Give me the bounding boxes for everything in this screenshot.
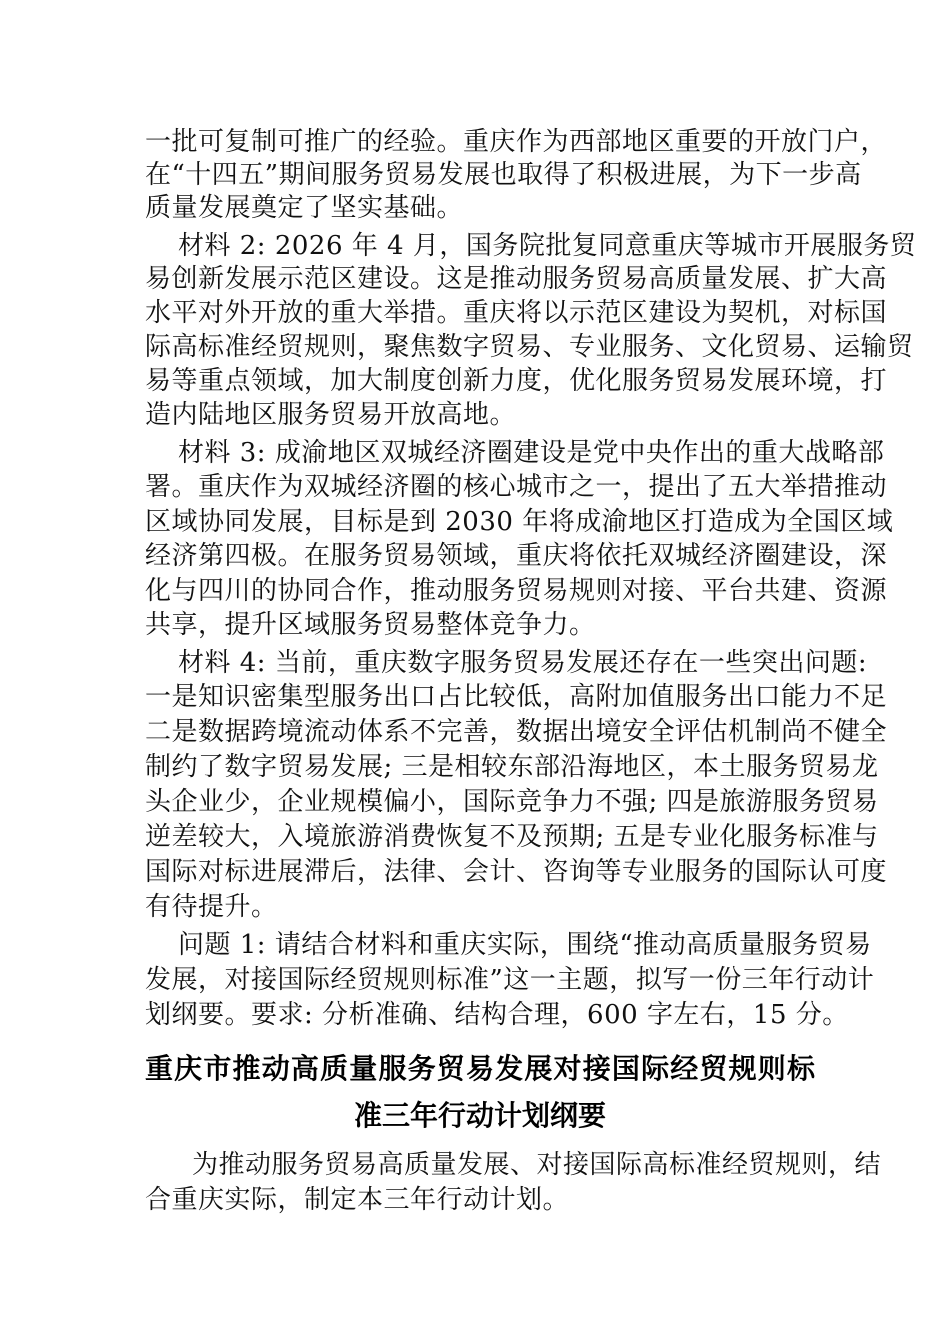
paragraph-3-line-5: 化与四川的协同合作，推动服务贸易规则对接、平台共建、资源 bbox=[145, 576, 888, 606]
paragraph-4-line-6: 逆差较大，入境旅游消费恢复不及预期; 五是专业化服务标准与 bbox=[145, 822, 879, 852]
paragraph-2-line-3: 水平对外开放的重大举措。重庆将以示范区建设为契机，对标国 bbox=[145, 298, 888, 328]
paragraph-4-line-3: 二是数据跨境流动体系不完善，数据出境安全评估机制尚不健全 bbox=[145, 717, 888, 747]
paragraph-3-line-3: 区域协同发展，目标是到 2030 年将成渝地区打造成为全国区域 bbox=[145, 507, 894, 537]
paragraph-4-line-7: 国际对标进展滞后，法律、会计、咨询等专业服务的国际认可度 bbox=[145, 857, 888, 887]
paragraph-5-line-3: 划纲要。要求: 分析准确、结构合理，600 字左右，15 分。 bbox=[145, 1000, 849, 1030]
paragraph-3-line-2: 署。重庆作为双城经济圈的核心城市之一，提出了五大举措推动 bbox=[145, 472, 888, 502]
paragraph-1-line-2: 在“十四五”期间服务贸易发展也取得了积极进展，为下一步高 bbox=[145, 160, 862, 190]
paragraph-1-line-3: 质量发展奠定了坚实基础。 bbox=[145, 193, 464, 223]
paragraph-4-line-8: 有待提升。 bbox=[145, 892, 278, 922]
paragraph-2-line-2: 易创新发展示范区建设。这是推动服务贸易高质量发展、扩大高 bbox=[145, 264, 888, 294]
paragraph-2-line-6: 造内陆地区服务贸易开放高地。 bbox=[145, 400, 517, 430]
paragraph-3-line-4: 经济第四极。在服务贸易领域，重庆将依托双城经济圈建设，深 bbox=[145, 541, 888, 571]
paragraph-5-line-2: 发展，对接国际经贸规则标准”这一主题，拟写一份三年行动计 bbox=[145, 965, 875, 995]
paragraph-5-line-1: 问题 1: 请结合材料和重庆实际，围绕“推动高质量服务贸易 bbox=[178, 930, 872, 960]
paragraph-3-line-1: 材料 3: 成渝地区双城经济圈建设是党中央作出的重大战略部 bbox=[178, 438, 885, 468]
paragraph-4-line-2: 一是知识密集型服务出口占比较低，高附加值服务出口能力不足 bbox=[145, 682, 888, 712]
paragraph-2-line-1: 材料 2: 2026 年 4 月，国务院批复同意重庆等城市开展服务贸 bbox=[178, 231, 917, 261]
intro-line-1: 为推动服务贸易高质量发展、对接国际高标准经贸规则，结 bbox=[192, 1150, 882, 1180]
paragraph-4-line-5: 头企业少，企业规模偏小，国际竞争力不强; 四是旅游服务贸易 bbox=[145, 787, 879, 817]
paragraph-1-line-1: 一批可复制可推广的经验。重庆作为西部地区重要的开放门户， bbox=[145, 127, 888, 157]
document-title-line-1: 重庆市推动高质量服务贸易发展对接国际经贸规则标 bbox=[145, 1052, 815, 1085]
paragraph-4-line-1: 材料 4: 当前，重庆数字服务贸易发展还存在一些突出问题: bbox=[178, 648, 868, 678]
paragraph-4-line-4: 制约了数字贸易发展; 三是相较东部沿海地区，本土服务贸易龙 bbox=[145, 752, 879, 782]
document-title-line-2: 准三年行动计划纲要 bbox=[353, 1099, 606, 1132]
paragraph-3-line-6: 共享，提升区域服务贸易整体竞争力。 bbox=[145, 610, 596, 640]
paragraph-2-line-4: 际高标准经贸规则，聚焦数字贸易、专业服务、文化贸易、运输贸 bbox=[145, 332, 914, 362]
intro-line-2: 合重庆实际，制定本三年行动计划。 bbox=[145, 1185, 570, 1215]
paragraph-2-line-5: 易等重点领域，加大制度创新力度，优化服务贸易发展环境，打 bbox=[145, 366, 888, 396]
